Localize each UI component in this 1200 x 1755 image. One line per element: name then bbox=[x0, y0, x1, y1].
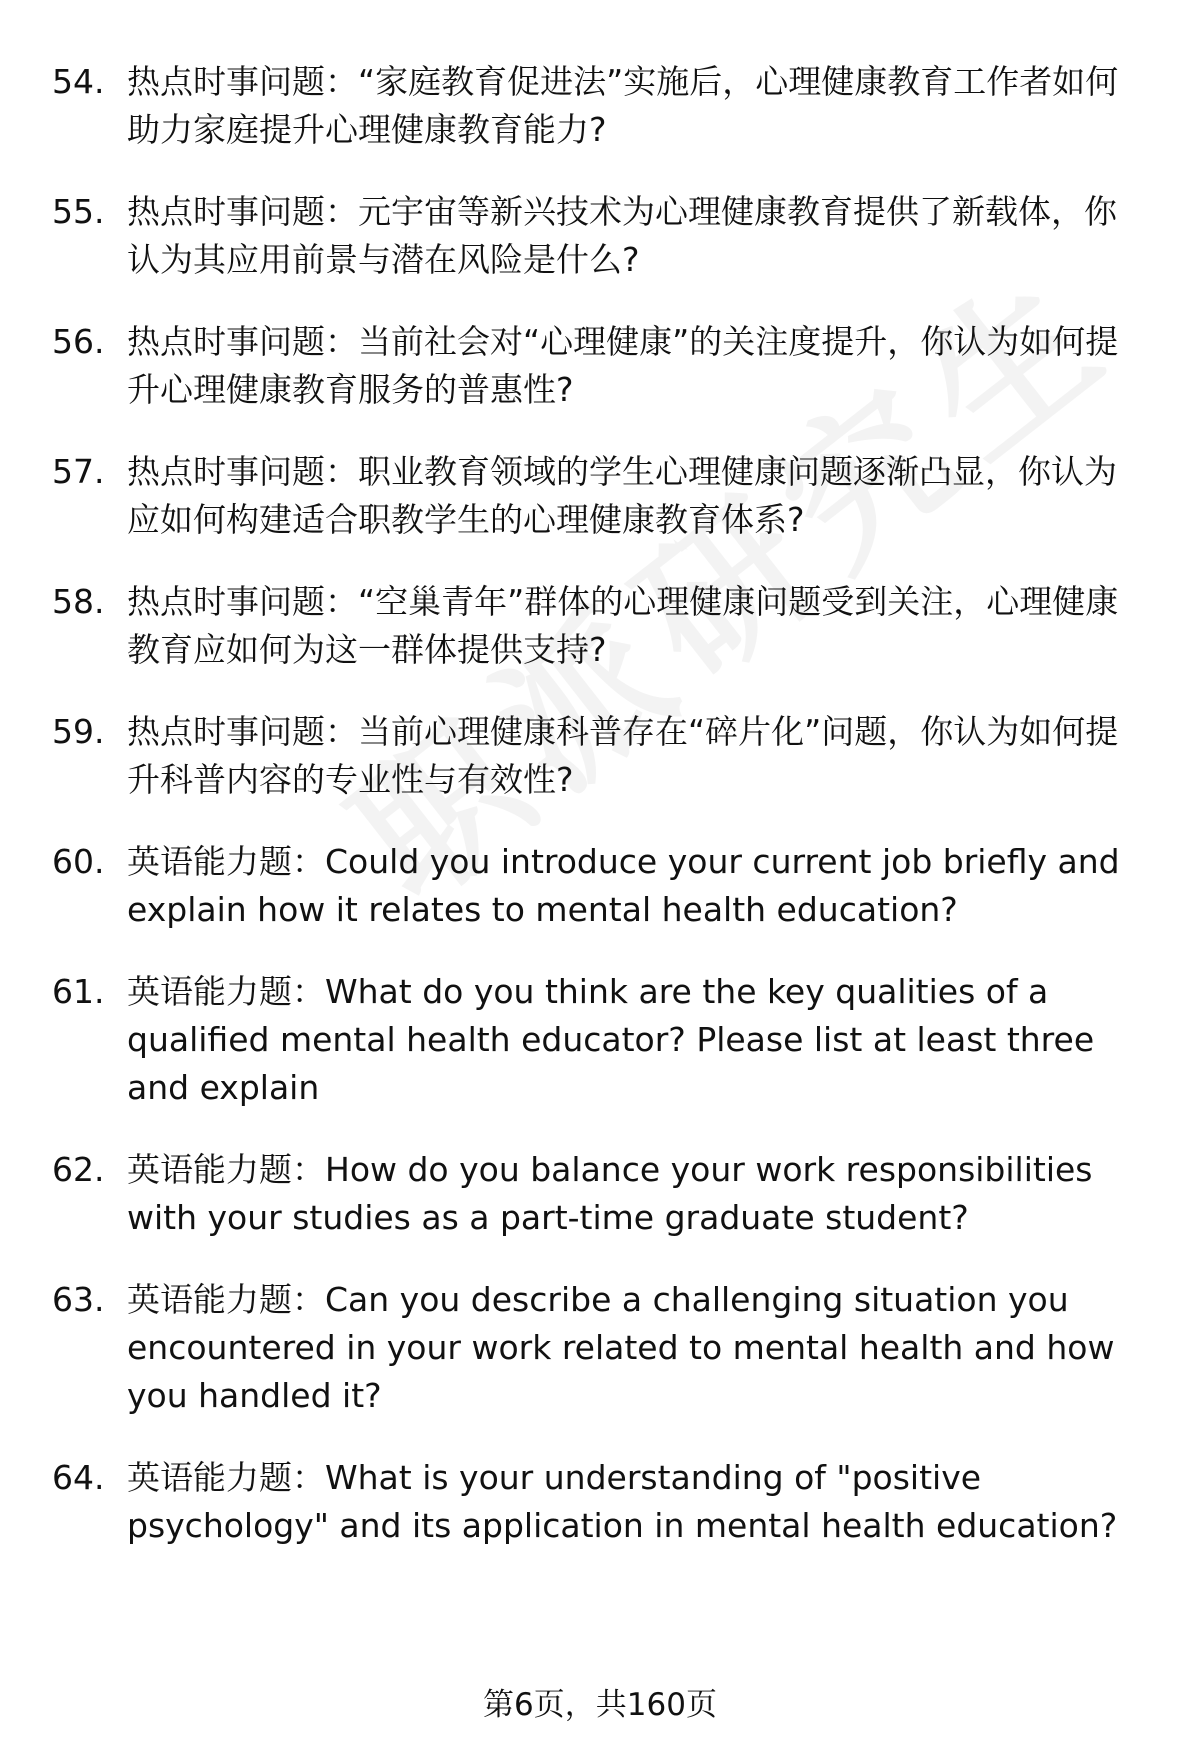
question-category: 热点时事问题： bbox=[127, 62, 358, 101]
question-body bbox=[127, 58, 1147, 154]
question-body bbox=[127, 968, 1147, 1112]
question-text: “家庭教育促进法”实施后，心理健康教育工作者如何助力家庭提升心理健康教育能力? bbox=[127, 62, 1119, 149]
question-item bbox=[52, 188, 1147, 284]
question-category: 热点时事问题： bbox=[127, 192, 358, 231]
question-text: Can you describe a challenging situation you encountered in your work related to mental health and how you handled it? bbox=[127, 1280, 1115, 1415]
question-number: 64. bbox=[52, 1458, 105, 1497]
page-footer: 第6页，共160页 bbox=[483, 1687, 717, 1723]
question-item bbox=[52, 1276, 1147, 1420]
question-category: 热点时事问题： bbox=[127, 582, 358, 621]
question-number: 63. bbox=[52, 1280, 105, 1319]
question-number: 55. bbox=[52, 192, 105, 231]
question-body bbox=[127, 708, 1147, 804]
question-category: 热点时事问题： bbox=[127, 322, 358, 361]
question-item bbox=[52, 838, 1147, 934]
question-body bbox=[127, 1454, 1147, 1550]
question-body bbox=[127, 188, 1147, 284]
question-item bbox=[52, 1146, 1147, 1242]
question-category: 英语能力题： bbox=[127, 1150, 325, 1189]
question-number: 58. bbox=[52, 582, 105, 621]
question-text: 职业教育领域的学生心理健康问题逐渐凸显，你认为应如何构建适合职教学生的心理健康教育体系? bbox=[127, 452, 1117, 539]
question-text: 元宇宙等新兴技术为心理健康教育提供了新载体，你认为其应用前景与潜在风险是什么? bbox=[127, 192, 1117, 279]
question-item bbox=[52, 1454, 1147, 1550]
question-item bbox=[52, 578, 1147, 674]
question-category: 英语能力题： bbox=[127, 842, 325, 881]
question-number: 56. bbox=[52, 322, 105, 361]
question-number: 62. bbox=[52, 1150, 105, 1189]
question-category: 英语能力题： bbox=[127, 1458, 325, 1497]
question-text: What do you think are the key qualities of a qualified mental health educator? Please list at least three and explain bbox=[127, 972, 1095, 1107]
question-category: 热点时事问题： bbox=[127, 452, 358, 491]
question-item bbox=[52, 448, 1147, 544]
question-item bbox=[52, 708, 1147, 804]
question-category: 热点时事问题： bbox=[127, 712, 358, 751]
question-text: Could you introduce your current job briefly and explain how it relates to mental health education? bbox=[127, 842, 1120, 929]
question-list bbox=[52, 58, 1147, 1584]
question-text: 当前社会对“心理健康”的关注度提升，你认为如何提升心理健康教育服务的普惠性? bbox=[127, 322, 1119, 409]
question-number: 59. bbox=[52, 712, 105, 751]
question-text: How do you balance your work responsibilities with your studies as a part-time graduate student? bbox=[127, 1150, 1093, 1237]
question-body bbox=[127, 838, 1147, 934]
question-body bbox=[127, 1146, 1147, 1242]
question-text: “空巢青年”群体的心理健康问题受到关注，心理健康教育应如何为这一群体提供支持? bbox=[127, 582, 1119, 669]
question-category: 英语能力题： bbox=[127, 972, 325, 1011]
question-item bbox=[52, 968, 1147, 1112]
question-body bbox=[127, 578, 1147, 674]
question-category: 英语能力题： bbox=[127, 1280, 325, 1319]
question-text: 当前心理健康科普存在“碎片化”问题，你认为如何提升科普内容的专业性与有效性? bbox=[127, 712, 1119, 799]
question-number: 57. bbox=[52, 452, 105, 491]
question-text: What is your understanding of "positive psychology" and its application in mental health education? bbox=[127, 1458, 1118, 1545]
question-number: 60. bbox=[52, 842, 105, 881]
question-number: 61. bbox=[52, 972, 105, 1011]
question-number: 54. bbox=[52, 62, 105, 101]
question-item bbox=[52, 58, 1147, 154]
question-body bbox=[127, 318, 1147, 414]
question-item bbox=[52, 318, 1147, 414]
question-body bbox=[127, 1276, 1147, 1420]
question-body bbox=[127, 448, 1147, 544]
